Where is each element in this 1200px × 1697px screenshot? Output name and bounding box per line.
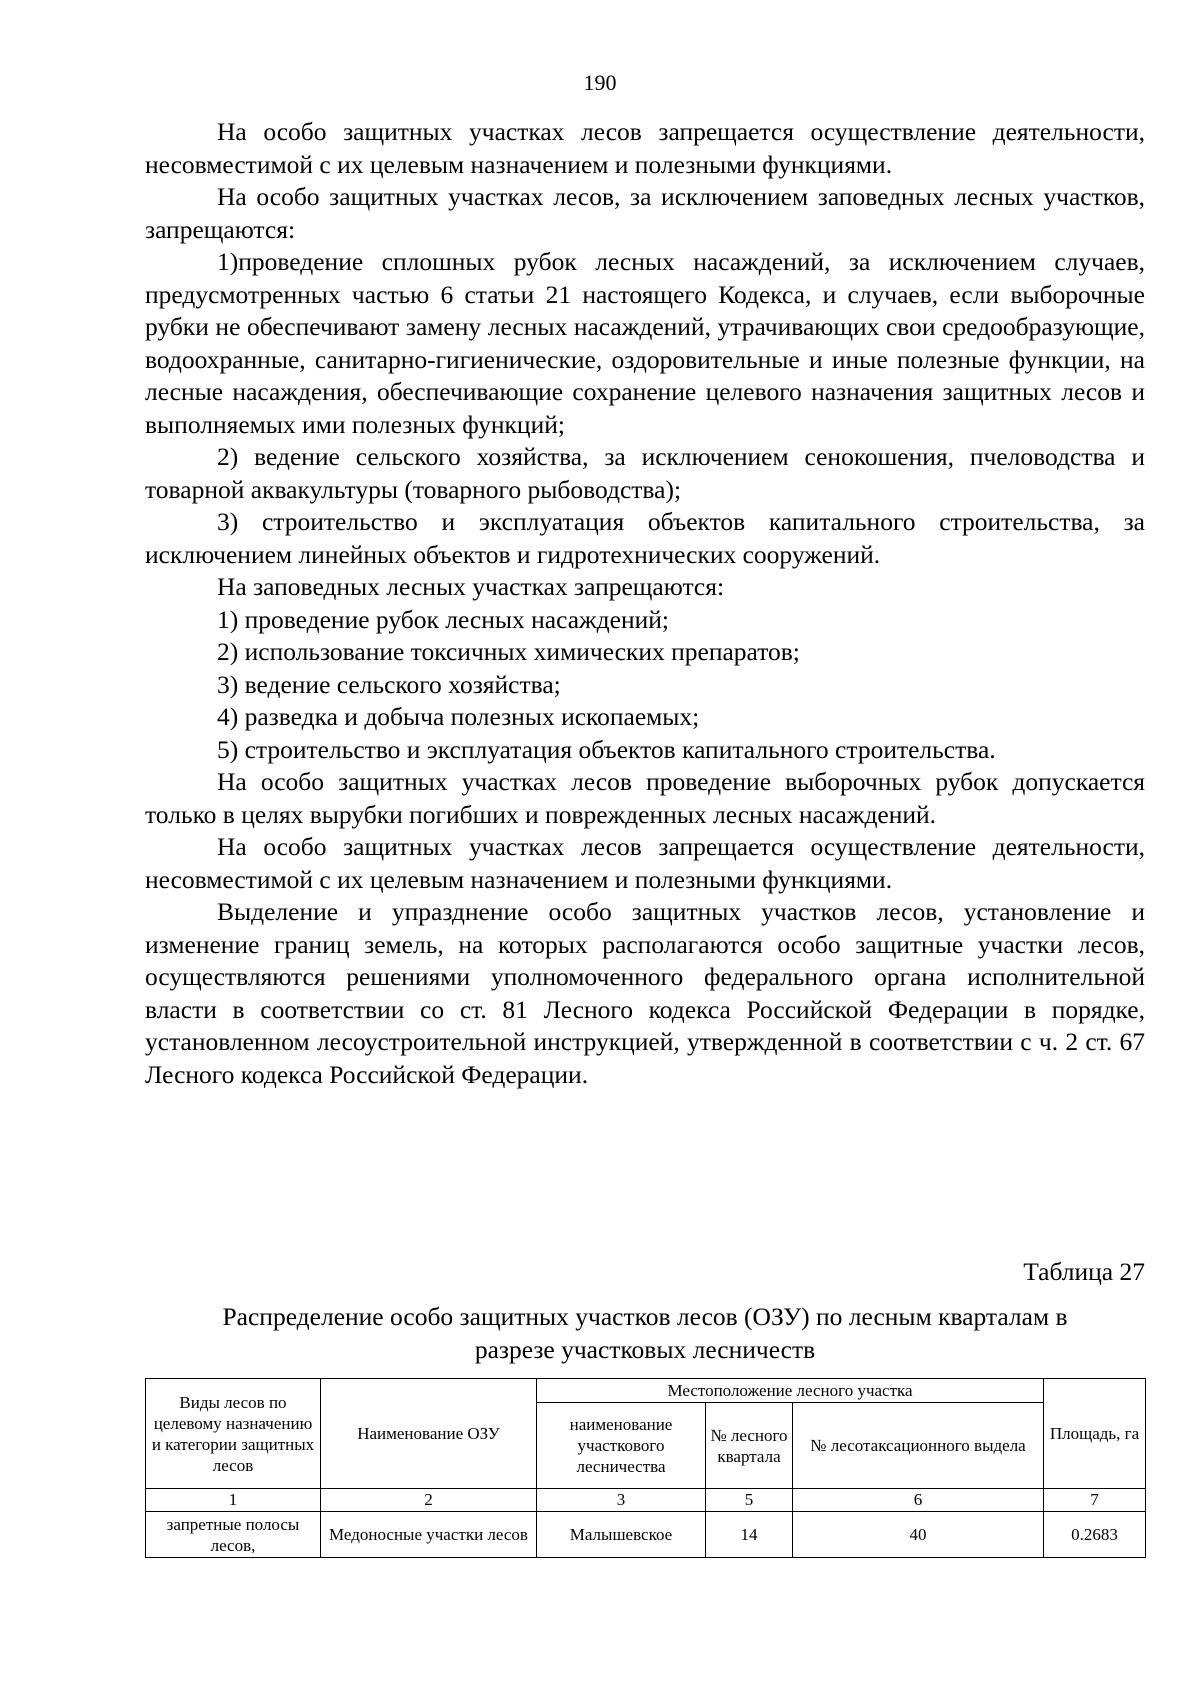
header-district: наименование участкового лесничества [537, 1403, 706, 1489]
ozu-table [145, 1378, 1146, 1558]
cell-area: 0.2683 [1044, 1512, 1146, 1558]
header-area: Площадь, га [1044, 1379, 1146, 1489]
table-label: Таблица 27 [1023, 1257, 1145, 1286]
cell-allotment: 40 [793, 1512, 1044, 1558]
page-number: 190 [583, 70, 617, 95]
paragraph: На особо защитных участках лесов запрещается осуществление деятельности, несовместимой с их целевым назначением и полезными функциями. [145, 832, 1145, 894]
column-number: 5 [706, 1489, 793, 1512]
cell-ozu-name: Медоносные участки лесов [321, 1512, 537, 1558]
paragraph: На особо защитных участках лесов запрещается осуществление деятельности, несовместимой с их целевым назначением и полезными функциями. [145, 117, 1145, 179]
list-item: 3) строительство и эксплуатация объектов капитального строительства, за исключением линейных объектов и гидротехнических сооружений. [145, 507, 1145, 569]
table-title-line: разрезе участковых лесничеств [474, 1335, 816, 1364]
cell-district: Малышевское [537, 1512, 706, 1558]
cell-quarter: 14 [706, 1512, 793, 1558]
list-item: 5) строительство и эксплуатация объектов капитального строительства. [217, 734, 996, 764]
table-row [146, 1512, 1146, 1558]
paragraph: На особо защитных участках лесов, за исключением заповедных лесных участков, запрещаются: [145, 182, 1145, 244]
list-item: 4) разведка и добыча полезных ископаемых; [217, 702, 700, 731]
table-title [145, 1300, 1145, 1366]
header-forest-type: Виды лесов по целевому назначению и категории защитных лесов [146, 1379, 321, 1489]
table-title-line: Распределение особо защитных участков лесов (ОЗУ) по лесным кварталам в [222, 1302, 1068, 1331]
list-item: 1)проведение сплошных рубок лесных насаждений, за исключением случаев, предусмотренных частью 6 статьи 21 настоящего Кодекса, и случаев, если выборочные рубки не обеспечивают замену лесных насаждений, утрачивающих свои средообразующие, водоохранные, санитарно-гигиенические, оздоровительные и иные полезные функции, на лесные насаждения, обеспечивающие сохранение целевого назначения защитных лесов и выполняемых ими полезных функций; [145, 247, 1145, 439]
column-number: 6 [793, 1489, 1044, 1512]
header-ozu-name: Наименование ОЗУ [321, 1379, 537, 1489]
header-allotment: № лесотаксационного выдела [793, 1403, 1044, 1489]
paragraph: На заповедных лесных участках запрещаются: [217, 572, 725, 601]
paragraph: Выделение и упразднение особо защитных участков лесов, установление и изменение границ земель, на которых располагаются особо защитные участки лесов, осуществляются решениями уполномоченного федерального органа исполнительной власти в соответствии со ст. 81 Лесного кодекса Российской Федерации в порядке, установленном лесоустроительной инструкцией, утвержденной в соответствии с ч. 2 ст. 67 Лесного кодекса Российской Федерации. [145, 897, 1145, 1089]
cell-forest-type: запретные полосы лесов, [146, 1512, 321, 1558]
list-item: 2) ведение сельского хозяйства, за исключением сенокошения, пчеловодства и товарной аквакультуры (товарного рыбоводства); [145, 442, 1145, 504]
list-item: 1) проведение рубок лесных насаждений; [217, 604, 669, 634]
column-number: 1 [146, 1489, 321, 1512]
header-location-group: Местоположение лесного участка [537, 1379, 1044, 1403]
column-number: 7 [1044, 1489, 1146, 1512]
list-item: 3) ведение сельского хозяйства; [217, 669, 561, 699]
document-body [145, 116, 1145, 1091]
list-item: 2) использование токсичных химических препаратов; [217, 637, 800, 666]
header-quarter: № лесного квартала [706, 1403, 793, 1489]
column-number: 3 [537, 1489, 706, 1512]
column-number: 2 [321, 1489, 537, 1512]
paragraph: На особо защитных участках лесов проведение выборочных рубок допускается только в целях вырубки погибших и поврежденных лесных насаждений. [145, 767, 1145, 829]
